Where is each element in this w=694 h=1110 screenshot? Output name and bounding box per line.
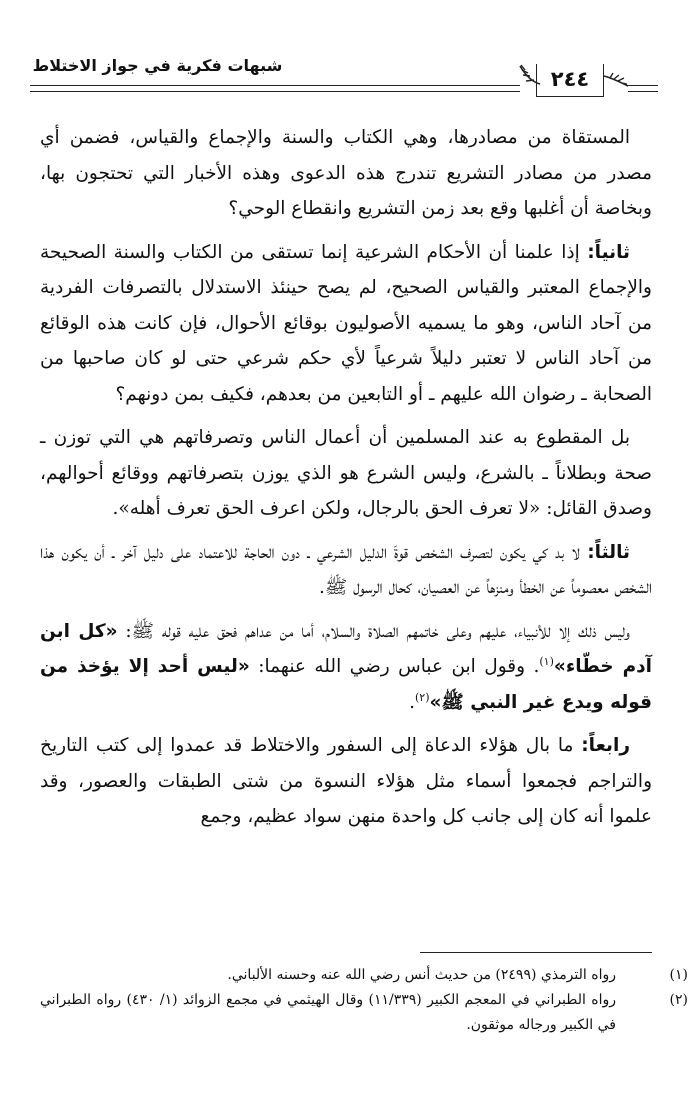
- header-deco-rule-bottom: [628, 91, 658, 92]
- paragraph-lead: ثانياً:: [587, 241, 630, 263]
- paragraph-1: [40, 120, 652, 227]
- main-text: [40, 120, 652, 843]
- paragraph-text: وليس ذلك إلا للأنبياء، عليهم وعلى خاتمهم الصلاة والسلام، أما من عداهم فحق عليه قوله ﷺ:: [117, 620, 630, 642]
- header-rule-bottom: [30, 91, 520, 92]
- paragraph-lead: ثالثاً:: [587, 541, 630, 563]
- footnote-text: رواه الطبراني في المعجم الكبير (١١/٣٣٩) وقال الهيثمي في مجمع الزوائد (١/ ٤٣٠) رواه الطبراني في الكبير ورجاله موثقون.: [40, 992, 617, 1033]
- footnote-number: (١): [669, 967, 688, 983]
- page-number: ٢٤٤: [536, 64, 604, 97]
- header-rule-top: [30, 85, 520, 86]
- paragraph-text: إذا علمنا أن الأحكام الشرعية إنما تستقى من الكتاب والسنة الصحيحة والإجماع المعتبر والقياس الصحيح، لم يصح حينئذ الاستدلال بالتصرفات الفردية من آحاد الناس، وهو ما يسميه الأصوليون بوقائع الأحوال، فإن كانت هذه الوقائع من آحاد الناس لا تعتبر دليلاً شرعياً لأي حكم شرعي حتى لو كان صاحبها من الصحابة ـ رضوان الله عليهم ـ أو التابعين من بعدهم، فكيف بمن دونهم؟: [40, 241, 652, 405]
- ibn-abbas-quote: «ليس أحد إلا يؤخذ من قوله ويدع غير النبي ﷺ»: [40, 656, 652, 713]
- footnote-ref-1[interactable]: (١): [539, 654, 554, 668]
- paragraph-6: [40, 728, 652, 835]
- running-title: شبهات فكرية في جواز الاختلاط: [32, 56, 283, 75]
- paragraph-4: [40, 535, 652, 606]
- page-header: [30, 52, 642, 102]
- paragraph-lead: رابعاً:: [581, 735, 630, 756]
- paragraph-2: [40, 235, 652, 413]
- paragraph-text: لا بد كي يكون لتصرف الشخص قوةَ الدليل الشرعي ـ دون الحاجة للاعتماد على دليل آخر ـ أن يكون هذا الشخص معصوماً عن الخطأ ومنزهاً عن العصيان، كحال الرسول ﷺ.: [40, 541, 652, 598]
- footnote-number: (٢): [669, 992, 689, 1008]
- footnotes: [40, 963, 689, 1038]
- paragraph-5: [40, 614, 652, 721]
- header-deco-rule-top: [628, 85, 658, 86]
- paragraph-tail: .: [409, 691, 415, 713]
- footnote-1: [40, 963, 688, 988]
- paragraph-text: ما بال هؤلاء الدعاة إلى السفور والاختلاط قد عمدوا إلى كتب التاريخ والتراجم فجمعوا أسماء مثل هؤلاء النسوة من شتى الطبقات والعصور، وقد علموا أنه كان إلى جانب كل واحدة منهن سواد عظيم، وجمع: [40, 735, 652, 827]
- footnote-2: [40, 988, 689, 1038]
- footnote-separator: [420, 952, 652, 953]
- paragraph-text: المستقاة من مصادرها، وهي الكتاب والسنة والإجماع والقياس، فضمن أي مصدر من مصادر التشريع تندرج هذه الدعوى وهذه الأخبار التي تحتجون بها، وبخاصة أن أغلبها وقع بعد زمن التشريع وانقطاع الوحي؟: [40, 127, 652, 219]
- paragraph-3: [40, 420, 652, 527]
- footnote-ref-2[interactable]: (٢): [414, 690, 430, 704]
- paragraph-text: بل المقطوع به عند المسلمين أن أعمال الناس وتصرفاتهم هي التي توزن ـ صحة وبطلاناً ـ بالشرع، وليس الشرع هو الذي يوزن بتصرفاتهم ووقائع أحوالهم، وصدق القائل: «لا تعرف الحق بالرجال، ولكن اعرف الحق تعرف أهله».: [40, 427, 652, 519]
- paragraph-text-middle: . وقول ابن عباس رضي الله عنهما:: [249, 656, 540, 677]
- footnote-text: رواه الترمذي (٢٤٩٩) من حديث أنس رضي الله عنه وحسنه الألباني.: [227, 967, 616, 983]
- hadith-quote: «كل ابن آدم خطّاء»: [40, 620, 652, 677]
